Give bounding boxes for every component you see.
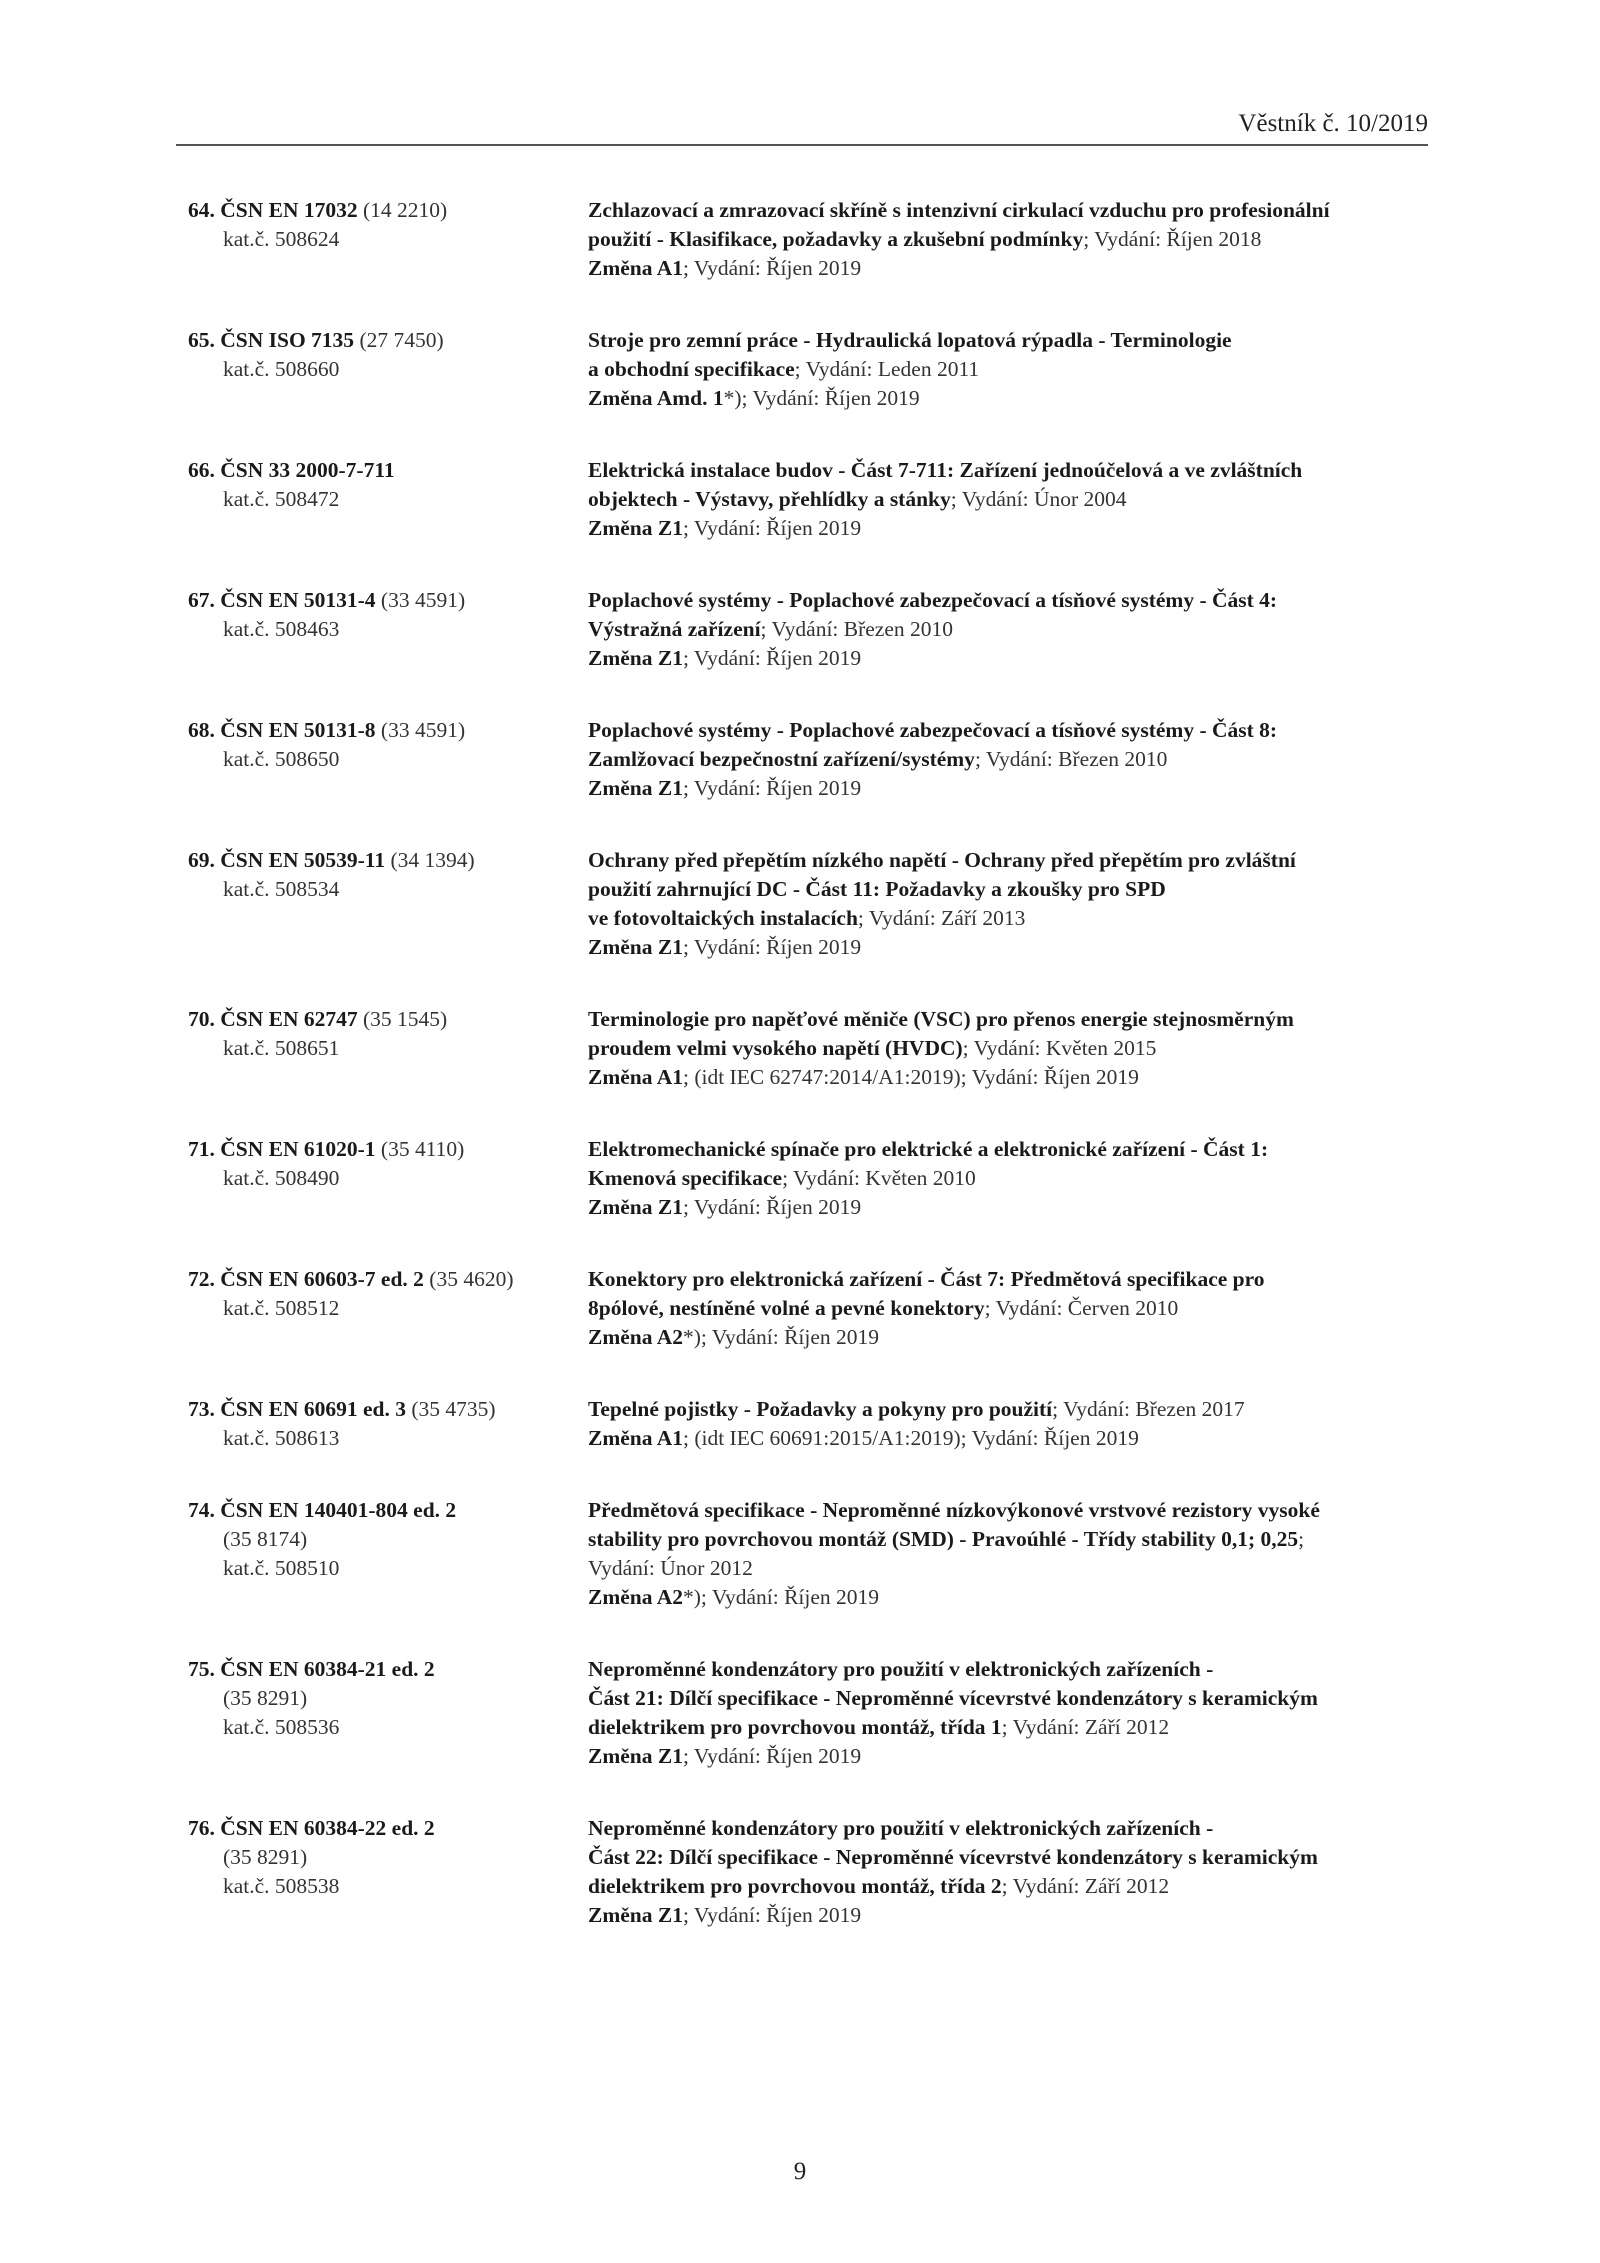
standard-entry <box>188 1496 1448 1612</box>
standard-id-line <box>188 1814 588 1843</box>
title-text: Terminologie pro napěťové měniče (VSC) pro přenos energie stejnosměrným <box>588 1007 1294 1031</box>
classification-code: (27 7450) <box>359 328 444 352</box>
standard-code: ČSN ISO 7135 <box>220 328 355 352</box>
catalog-number: kat.č. 508650 <box>223 747 340 771</box>
edition-text: ; Vydání: Říjen 2019 <box>682 935 862 959</box>
standard-id-line <box>188 1496 588 1525</box>
title-text: Změna A1 <box>588 1065 683 1089</box>
standard-code: ČSN EN 60384-22 ed. 2 <box>220 1816 435 1840</box>
edition-text: ; Vydání: Říjen 2019 <box>682 646 862 670</box>
description-line <box>588 1525 1448 1554</box>
entry-number: 74. <box>188 1498 215 1522</box>
classification-code: (35 4735) <box>411 1397 496 1421</box>
entry-number: 76. <box>188 1816 215 1840</box>
catalog-number: kat.č. 508463 <box>223 617 340 641</box>
title-text: ve fotovoltaických instalacích <box>588 906 858 930</box>
title-text: Elektrická instalace budov - Část 7-711: Zařízení jednoúčelová a ve zvláštních <box>588 458 1303 482</box>
title-text: Změna Z1 <box>588 935 683 959</box>
catalog-number: kat.č. 508472 <box>223 487 340 511</box>
description-line <box>588 225 1448 254</box>
entry-number: 75. <box>188 1657 215 1681</box>
catalog-number: kat.č. 508534 <box>223 877 340 901</box>
description-line <box>588 933 1448 962</box>
standard-id-line <box>188 716 588 745</box>
edition-text: ; <box>1298 1527 1305 1551</box>
description-line <box>588 1294 1448 1323</box>
standard-description <box>588 456 1448 543</box>
standard-description <box>588 196 1448 283</box>
description-line <box>588 1034 1448 1063</box>
description-line <box>588 1323 1448 1352</box>
standard-code: ČSN EN 60691 ed. 3 <box>220 1397 407 1421</box>
standard-id-line <box>188 1005 588 1034</box>
title-text: Předmětová specifikace - Neproměnné nízkovýkonové vrstvové rezistory vysoké <box>588 1498 1320 1522</box>
catalog-number: kat.č. 508490 <box>223 1166 340 1190</box>
description-line <box>588 326 1448 355</box>
title-text: stability pro povrchovou montáž (SMD) - Pravoúhlé - Třídy stability 0,1; 0,25 <box>588 1527 1299 1551</box>
classification-code: (35 8291) <box>223 1845 308 1869</box>
classification-code: (33 4591) <box>380 718 466 742</box>
edition-text: ; Vydání: Říjen 2019 <box>682 516 862 540</box>
standard-code: ČSN EN 60603-7 ed. 2 <box>220 1267 424 1291</box>
catalog-number: kat.č. 508512 <box>223 1296 340 1320</box>
standard-id-column <box>188 456 588 543</box>
edition-text: ; Vydání: Červen 2010 <box>984 1296 1179 1320</box>
description-line <box>588 514 1448 543</box>
description-line <box>588 716 1448 745</box>
description-line <box>588 1554 1448 1583</box>
entry-number: 70. <box>188 1007 215 1031</box>
standard-id-column <box>188 1265 588 1352</box>
standard-id-line <box>188 456 588 485</box>
standard-entry <box>188 1395 1448 1453</box>
description-line <box>588 1814 1448 1843</box>
title-text: dielektrikem pro povrchovou montáž, třída 2 <box>588 1874 1002 1898</box>
description-line <box>588 1193 1448 1222</box>
description-line <box>588 1713 1448 1742</box>
title-text: Zchlazovací a zmrazovací skříně s intenzivní cirkulací vzduchu pro profesionální <box>588 198 1330 222</box>
standard-code: ČSN EN 60384-21 ed. 2 <box>220 1657 435 1681</box>
standard-description <box>588 1395 1448 1453</box>
catalog-number: kat.č. 508660 <box>223 357 340 381</box>
standard-entry <box>188 456 1448 543</box>
standard-entry <box>188 1814 1448 1930</box>
edition-text: ; Vydání: Únor 2004 <box>950 487 1127 511</box>
description-line <box>588 1496 1448 1525</box>
standard-description <box>588 1135 1448 1222</box>
description-line <box>588 1655 1448 1684</box>
standard-code: ČSN EN 61020-1 <box>220 1137 376 1161</box>
standard-id-column <box>188 1135 588 1222</box>
edition-text: *); Vydání: Říjen 2019 <box>723 386 920 410</box>
description-line <box>588 745 1448 774</box>
standard-entry <box>188 716 1448 803</box>
catalog-number: kat.č. 508624 <box>223 227 340 251</box>
edition-text: ; (idt IEC 62747:2014/A1:2019); Vydání: Říjen 2019 <box>682 1065 1139 1089</box>
edition-text: ; Vydání: Říjen 2019 <box>682 1195 862 1219</box>
standard-description <box>588 1814 1448 1930</box>
description-line <box>588 774 1448 803</box>
standard-id-column <box>188 1395 588 1453</box>
edition-text: ; Vydání: Říjen 2019 <box>682 776 862 800</box>
edition-text: ; (idt IEC 60691:2015/A1:2019); Vydání: Říjen 2019 <box>682 1426 1139 1450</box>
catalog-number: kat.č. 508536 <box>223 1715 340 1739</box>
title-text: Změna Amd. 1 <box>588 386 724 410</box>
description-line <box>588 875 1448 904</box>
entry-number: 68. <box>188 718 215 742</box>
standard-id-column <box>188 1496 588 1612</box>
entry-number: 73. <box>188 1397 215 1421</box>
standard-code: ČSN EN 50539-11 <box>220 848 386 872</box>
catalog-number: kat.č. 508510 <box>223 1556 340 1580</box>
classification-code: (35 4110) <box>380 1137 465 1161</box>
standard-id-line <box>188 1655 588 1684</box>
standard-entry <box>188 326 1448 413</box>
edition-text: ; Vydání: Říjen 2018 <box>1083 227 1262 251</box>
standard-entry <box>188 1135 1448 1222</box>
classification-code: (34 1394) <box>390 848 475 872</box>
standard-id-column <box>188 586 588 673</box>
edition-text: ; Vydání: Září 2012 <box>1001 1874 1170 1898</box>
title-text: Konektory pro elektronická zařízení - Část 7: Předmětová specifikace pro <box>588 1267 1265 1291</box>
description-line <box>588 615 1448 644</box>
standard-id-line <box>188 326 588 355</box>
standard-id-line <box>188 196 588 225</box>
title-text: Kmenová specifikace <box>588 1166 783 1190</box>
description-line <box>588 485 1448 514</box>
title-text: Část 22: Dílčí specifikace - Neproměnné vícevrstvé kondenzátory s keramickým <box>588 1845 1318 1869</box>
page-header <box>176 108 1428 146</box>
title-text: Elektromechanické spínače pro elektrické a elektronické zařízení - Část 1: <box>588 1137 1269 1161</box>
standard-id-column <box>188 196 588 283</box>
description-line <box>588 1742 1448 1771</box>
title-text: Změna Z1 <box>588 1195 683 1219</box>
description-line <box>588 1135 1448 1164</box>
classification-code: (35 4620) <box>429 1267 514 1291</box>
edition-text: ; Vydání: Září 2013 <box>857 906 1026 930</box>
entry-number: 66. <box>188 458 215 482</box>
title-text: Změna A2 <box>588 1585 683 1609</box>
title-text: Výstražná zařízení <box>588 617 761 641</box>
standard-description <box>588 716 1448 803</box>
description-line <box>588 1424 1448 1453</box>
description-line <box>588 1164 1448 1193</box>
description-line <box>588 1901 1448 1930</box>
standards-list <box>188 196 1448 1973</box>
description-line <box>588 1063 1448 1092</box>
description-line <box>588 384 1448 413</box>
classification-code: (35 1545) <box>363 1007 448 1031</box>
description-line <box>588 196 1448 225</box>
description-line <box>588 1843 1448 1872</box>
description-line <box>588 586 1448 615</box>
title-text: Změna Z1 <box>588 646 683 670</box>
title-text: Poplachové systémy - Poplachové zabezpečovací a tísňové systémy - Část 4: <box>588 588 1278 612</box>
standard-id-line <box>188 1135 588 1164</box>
classification-code: (35 8291) <box>223 1686 308 1710</box>
standard-entry <box>188 1265 1448 1352</box>
description-line <box>588 254 1448 283</box>
description-line <box>588 644 1448 673</box>
title-text: Stroje pro zemní práce - Hydraulická lopatová rýpadla - Terminologie <box>588 328 1232 352</box>
page-number: 9 <box>793 2158 807 2185</box>
entry-number: 67. <box>188 588 215 612</box>
title-text: 8pólové, nestíněné volné a pevné konektory <box>588 1296 985 1320</box>
edition-text: ; Vydání: Květen 2015 <box>962 1036 1157 1060</box>
edition-text: ; Vydání: Říjen 2019 <box>682 256 862 280</box>
edition-text: ; Vydání: Březen 2010 <box>974 747 1168 771</box>
standard-id-column <box>188 1814 588 1930</box>
standard-entry <box>188 586 1448 673</box>
title-text: Změna Z1 <box>588 1744 683 1768</box>
standard-entry <box>188 1005 1448 1092</box>
title-text: Neproměnné kondenzátory pro použití v elektronických zařízeních - <box>588 1816 1214 1840</box>
catalog-number: kat.č. 508538 <box>223 1874 340 1898</box>
description-line <box>588 846 1448 875</box>
standard-entry <box>188 846 1448 962</box>
description-line <box>588 1005 1448 1034</box>
entry-number: 65. <box>188 328 215 352</box>
entry-number: 69. <box>188 848 215 872</box>
standard-code: ČSN EN 50131-4 <box>220 588 376 612</box>
title-text: objektech - Výstavy, přehlídky a stánky <box>588 487 951 511</box>
classification-code: (14 2210) <box>363 198 448 222</box>
standard-id-column <box>188 1655 588 1771</box>
standard-id-line <box>188 1395 588 1424</box>
standard-description <box>588 1655 1448 1771</box>
description-line <box>588 904 1448 933</box>
classification-code: (33 4591) <box>380 588 466 612</box>
standard-entry <box>188 1655 1448 1771</box>
standard-description <box>588 1005 1448 1092</box>
standard-entry <box>188 196 1448 283</box>
title-text: Neproměnné kondenzátory pro použití v elektronických zařízeních - <box>588 1657 1214 1681</box>
entry-number: 72. <box>188 1267 215 1291</box>
standard-description <box>588 1265 1448 1352</box>
title-text: dielektrikem pro povrchovou montáž, třída 1 <box>588 1715 1002 1739</box>
standard-id-column <box>188 326 588 413</box>
title-text: použití - Klasifikace, požadavky a zkušební podmínky <box>588 227 1084 251</box>
title-text: Změna A1 <box>588 1426 683 1450</box>
standard-description <box>588 586 1448 673</box>
edition-text: ; Vydání: Leden 2011 <box>794 357 980 381</box>
title-text: Poplachové systémy - Poplachové zabezpečovací a tísňové systémy - Část 8: <box>588 718 1278 742</box>
edition-text: *); Vydání: Říjen 2019 <box>682 1585 880 1609</box>
description-line <box>588 1395 1448 1424</box>
title-text: Ochrany před přepětím nízkého napětí - Ochrany před přepětím pro zvláštní <box>588 848 1296 872</box>
catalog-number: kat.č. 508651 <box>223 1036 340 1060</box>
standard-id-line <box>188 1265 588 1294</box>
classification-code: (35 8174) <box>223 1527 308 1551</box>
catalog-number: kat.č. 508613 <box>223 1426 340 1450</box>
title-text: Zamlžovací bezpečnostní zařízení/systémy <box>588 747 975 771</box>
description-line <box>588 1583 1448 1612</box>
title-text: Tepelné pojistky - Požadavky a pokyny pro použití <box>588 1397 1053 1421</box>
standard-code: ČSN EN 62747 <box>220 1007 358 1031</box>
edition-text: ; Vydání: Říjen 2019 <box>682 1903 862 1927</box>
description-line <box>588 1872 1448 1901</box>
standard-code: ČSN EN 17032 <box>220 198 358 222</box>
standard-id-line <box>188 846 588 875</box>
edition-text: Vydání: Únor 2012 <box>588 1556 753 1580</box>
standard-code: ČSN EN 140401-804 ed. 2 <box>220 1498 457 1522</box>
standard-code: ČSN 33 2000-7-711 <box>220 458 395 482</box>
edition-text: ; Vydání: Září 2012 <box>1001 1715 1170 1739</box>
standard-id-column <box>188 716 588 803</box>
entry-number: 71. <box>188 1137 215 1161</box>
edition-text: ; Vydání: Březen 2017 <box>1052 1397 1245 1421</box>
standard-description <box>588 846 1448 962</box>
title-text: proudem velmi vysokého napětí (HVDC) <box>588 1036 963 1060</box>
bulletin-title: Věstník č. 10/2019 <box>1238 110 1428 137</box>
standard-description <box>588 1496 1448 1612</box>
entry-number: 64. <box>188 198 215 222</box>
title-text: Změna Z1 <box>588 1903 683 1927</box>
title-text: a obchodní specifikace <box>588 357 795 381</box>
edition-text: *); Vydání: Říjen 2019 <box>682 1325 880 1349</box>
description-line <box>588 1684 1448 1713</box>
title-text: Změna Z1 <box>588 516 683 540</box>
title-text: Změna Z1 <box>588 776 683 800</box>
title-text: Změna A1 <box>588 256 683 280</box>
standard-id-line <box>188 586 588 615</box>
description-line <box>588 1265 1448 1294</box>
edition-text: ; Vydání: Květen 2010 <box>782 1166 976 1190</box>
standard-code: ČSN EN 50131-8 <box>220 718 376 742</box>
title-text: Změna A2 <box>588 1325 683 1349</box>
title-text: Část 21: Dílčí specifikace - Neproměnné vícevrstvé kondenzátory s keramickým <box>588 1686 1318 1710</box>
standard-id-column <box>188 846 588 962</box>
edition-text: ; Vydání: Březen 2010 <box>760 617 954 641</box>
edition-text: ; Vydání: Říjen 2019 <box>682 1744 862 1768</box>
title-text: použití zahrnující DC - Část 11: Požadavky a zkoušky pro SPD <box>588 877 1166 901</box>
standard-description <box>588 326 1448 413</box>
standard-id-column <box>188 1005 588 1092</box>
description-line <box>588 456 1448 485</box>
description-line <box>588 355 1448 384</box>
